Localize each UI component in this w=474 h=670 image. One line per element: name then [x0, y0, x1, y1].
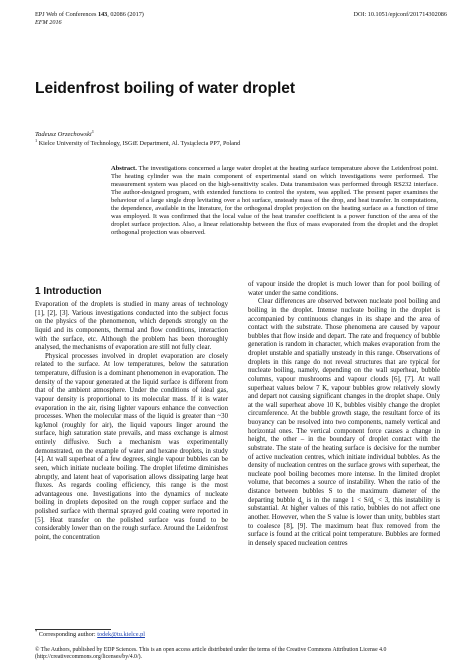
paragraph: Evaporation of the droplets is studied in many areas of technology [1], [2], [3]. Various investigations conducted into the subject focus on the physics of the phenomenon, which depends strongly on the liquid and its components, thermal and flow conditions, interaction with the surface, etc. Although the problem has been thoroughly analysed, the mechanisms of evaporation are still not fully clear. [35, 301, 228, 352]
license-notice: © The Authors, published by EDP Sciences. This is an open access article distributed under the terms of the Creative Commons Attribution License 4.0 (http://creativecommons.org/licenses/by/4.0/). [35, 647, 387, 661]
footnote-mark: * [35, 628, 38, 634]
abstract-label: Abstract. [111, 165, 137, 172]
journal-citation: EPJ Web of Conferences 143, 02086 (2017) [35, 11, 144, 18]
footnote-label: Corresponding author: [37, 631, 98, 638]
right-column [248, 281, 440, 548]
paragraph: of vapour inside the droplet is much lower than for pool boiling of water under the same conditions. [248, 281, 440, 297]
author-name: Tadeusz Orzechowski [35, 131, 92, 138]
abstract-text: The investigations concerned a large water droplet at the heating surface temperature above the Leidenfrost point. The heating cylinder was the main component of experimental stand on which investigations were performed. The measurement system was placed on the high-sensitivity scales. Data transmission was performed through RS232 interface. The author-designed program, with extended functions to control the system, was applied. The present paper examines the behaviour of a large single drop levitating over a hot surface, unsteady mass of the drop, and heat transfer. In computations, the dependence, available in the literature, for the orthogonal droplet projection on the heating surface as a function of time was employed. It was confirmed that the local value of the heat transfer coefficient is a power function of the area of the droplet surface projection. Also, a linear relationship between the flux of mass evaporated from the droplet and the droplet orthogonal projection was observed. [111, 165, 438, 237]
volume-number: 143 [97, 11, 108, 18]
abstract [111, 165, 438, 237]
corresponding-email-link[interactable]: todek@tu.kielce.pl [97, 631, 145, 638]
paper-title: Leidenfrost boiling of water droplet [35, 80, 296, 97]
affiliation-mark: 1 [35, 137, 38, 143]
author-affil-mark: 1 [91, 128, 95, 134]
running-header [35, 11, 144, 27]
author-line [35, 128, 95, 140]
paragraph: Physical processes involved in droplet evaporation are closely related to the surface. At low temperatures, below the saturation temperature, diffusion is a dominant phenomenon in evaporation. The density of the vapour generated at the liquid surface is different from that of the ambient atmosphere. Under the conditions of ideal gas, vapour density is proportional to its molecular mass. If it is water evaporation in the air, rising lighter vapours enhance the convection processes. When the molecular mass of the liquid is greater than ~30 kg/kmol (roughly for air), the liquid vapours linger around the surface, high saturation state prevails, and mass exchange is almost entirely diffusive. Such a mechanism was experimentally demonstrated, on the example of water and hexane droplets, in study [4]. At wall superheat of a few degrees, single vapour bubbles can be seen, which initiate nucleate boiling. The droplet lifetime diminishes abruptly, and latent heat of vaporisation allows dissipating large heat fluxes. As regards cooling efficiency, this range is the most advantageous one. Investigations into the dynamics of nucleate boiling in droplets deposited on the rough copper surface and the polished surface with thermal sprayed gold coating were reported in [5]. Heat transfer on the polished surface was found to be considerably lower than on the rough surface. Around the Leidenfrost point, the concentration [35, 352, 228, 541]
conference-name: EFM 2016 [35, 19, 62, 27]
footnote-divider [35, 629, 111, 630]
paragraph: Clear differences are observed between nucleate pool boiling and boiling in the droplet. Intense nucleate boiling in the droplet is accompanied by continuous changes in its shape and the area of contact with the substrate. Those phenomena are caused by vapour bubbles that flow inside and depart. The rate and frequency of bubble generation is random in character, which makes evaporation from the droplet unstable and spatially unsteady in this range. Observations of droplets in this range do not reveal structures that are typical for nucleate boiling, namely, depending on the wall superheat, bubble columns, vapour mushrooms and vapour clouds [6], [7]. At wall superheat values below 7 K, vapour bubbles grow relatively slowly and depart not causing significant changes in the droplet shape. Only at the wall superheat above 10 K, bubbles visibly change the droplet circumference. At the bubble growth stage, the resultant force of its buoyancy can be resolved into two components, namely vertical and horizontal ones. The vertical component force causes a change in height, the other – in the boundary of droplet contact with the substrate. The state of the heating surface is decisive for the number of active nucleation centres, which initiate individual bubbles. As the density of nucleation centres on the surface grows with superheat, the nucleate pool boiling becomes more intense. In the limited droplet volume, that becomes a source of instability. When the ratio of the distance between bubbles S to the maximum diameter of the departing bubble $d_b$ is in the range $1 < S/d_b < 3$, this instability is substantial. At higher values of this ratio, bubbles do not affect one another. However, when the S value is lower than unity, bubbles start to coalesce [8], [9]. The maximum heat flux removed from the surface is found at the critical point temperature. Bubbles are formed in densely spaced nucleation centres [248, 298, 440, 547]
left-column [35, 301, 228, 543]
doi: DOI: 10.1051/epjconf/201714302086 [353, 11, 447, 18]
section-heading: 1 Introduction [35, 286, 102, 297]
affiliation [35, 137, 241, 148]
affiliation-text: Kielce University of Technology, ISGiE Department, Al. Tysiąclecia PP7, Poland [38, 140, 241, 147]
footnote [35, 628, 145, 638]
